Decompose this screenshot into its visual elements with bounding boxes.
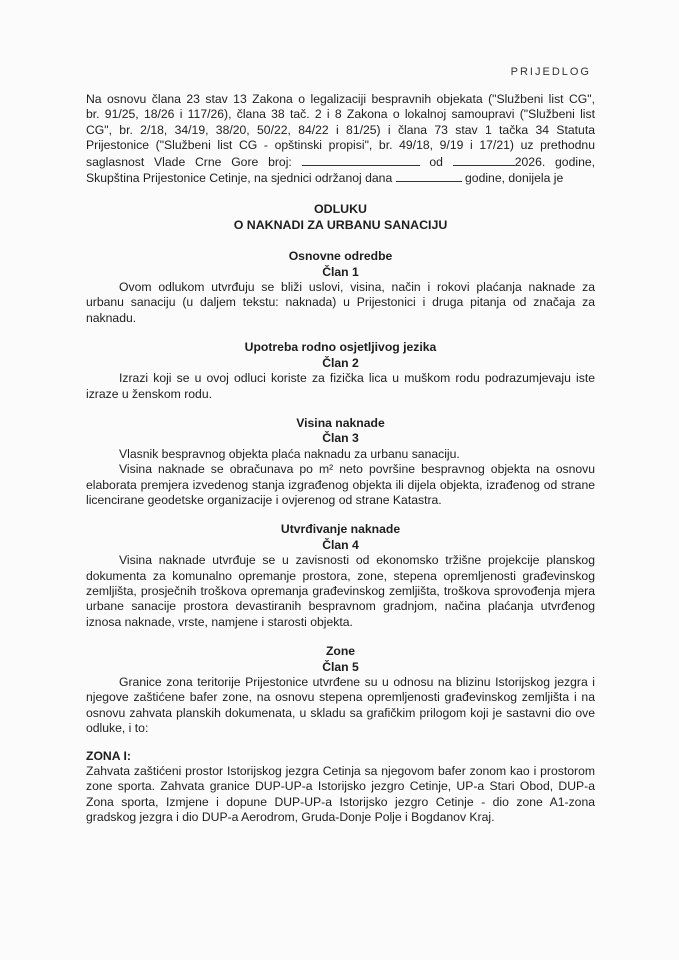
- article-paragraph: Izrazi koji se u ovoj odluci koriste za fizička lica u muškom rodu podrazumjevaju iste izraze u ženskom rodu.: [86, 371, 595, 401]
- preamble: [86, 92, 595, 186]
- article-number: Član 2: [322, 355, 359, 370]
- preamble-text: od: [429, 154, 443, 169]
- article-paragraph: Visina naknade utvrđuje se u zavisnosti od ekonomsko tržišne projekcije planskog dokumenta za komunalno opremanje prostora, zone, stepena opremljenosti građevinskog zemljišta, prosječnih troškova opremanja građevinskog zemljišta, troškova sprovođenja mjera urbane sanacije prostora devastiranih bespravnom gradnjom, načina plaćanja utvrđenog iznosa naknade, vrste, namjene i starosti objekta.: [86, 553, 595, 629]
- zone-1-description: Zahvata zaštićeni prostor Istorijskog jezgra Cetinja sa njegovom bafer zonom kao i prostorom zone sporta. Zahvata granice DUP-UP-a Istorijsko jezgro Cetinje, UP-a Stari Obod, DUP-a Zona sporta, Izmjene i dopune DUP-UP-a Istorijsko jezgro Cetinje - dio zone A1-zona gradskog jezgra i dio DUP-a Aerodrom, Gruda-Donje Polje i Bogdanov Kraj.: [86, 764, 595, 825]
- article-paragraph: Ovom odlukom utvrđuju se bliži uslovi, visina, način i rokovi plaćanja naknade za urbanu sanaciju (u daljem tekstu: naknada) u Prijestonici i druga pitanja od značaja za naknadu.: [86, 280, 595, 325]
- preamble-line: [86, 170, 595, 186]
- preamble-text: saglasnost Vlade Crne Gore broj:: [86, 154, 292, 169]
- preamble-text: Skupština Prijestonice Cetinje, na sjednici održanoj dana: [86, 171, 393, 186]
- preamble-line: CG", br. 2/18, 34/19, 38/20, 50/22, 84/22 i 81/25) i člana 73 stav 1 tačka 34 Statuta: [86, 122, 595, 137]
- section-fee-determination: [86, 522, 595, 630]
- article-number: Član 1: [322, 264, 359, 279]
- preamble-text: godine, donijela je: [465, 171, 564, 186]
- preamble-line: Na osnovu člana 23 stav 13 Zakona o legalizaciji bespravnih objekata ("Službeni list CG",: [86, 92, 595, 106]
- section-zones: [86, 644, 595, 736]
- zone-1-heading: ZONA I:: [86, 748, 131, 763]
- section-basic-provisions: [86, 249, 595, 326]
- section-heading: Visina naknade: [296, 415, 385, 430]
- article-paragraph: Granice zona teritorije Prijestonice utvrđene su u odnosu na blizinu Istorijskog jezgra i njegove zaštićene bafer zone, na osnovu stepena opremljenosti građevinskog zemljišta i na osnovu zahvata planskih dokumenata, u skladu sa grafičkim prilogom koji je sastavni dio ove odluke, i to:: [86, 675, 595, 736]
- proposal-stamp: PRIJEDLOG: [510, 66, 591, 78]
- section-heading: Utvrđivanje naknade: [280, 522, 401, 537]
- section-heading: Upotreba rodno osjetljivog jezika: [244, 340, 437, 355]
- preamble-line: [86, 154, 595, 170]
- blank-number-field: [302, 154, 420, 166]
- preamble-line: Prijestonice ("Službeni list CG - opštinski propisi", br. 49/18, 9/19 i 17/21) uz prethodnu: [86, 138, 595, 153]
- preamble-text: 2026. godine,: [514, 154, 596, 169]
- document-title: ODLUKU: [314, 202, 367, 217]
- article-number: Član 3: [322, 431, 359, 446]
- section-gender-language: [86, 340, 595, 402]
- section-fee-amount: [86, 416, 595, 508]
- preamble-line: br. 91/25, 18/26 i 117/26), člana 38 tač. 2 i 8 Zakona o lokalnoj samoupravi ("Službeni list: [86, 107, 595, 122]
- section-heading: Zone: [325, 644, 356, 659]
- article-number: Član 5: [322, 659, 359, 674]
- blank-date-field: [453, 154, 515, 166]
- article-paragraph: Visina naknade se obračunava po m² neto površine bespravnog objekta na osnovu elaborata premjera izvedenog stanja izgrađenog objekta ili dijela objekta, izrađenog od strane licencirane geodetske organizacije i ovjerenog od strane Katastra.: [86, 462, 595, 507]
- document-subtitle: O NAKNADI ZA URBANU SANACIJU: [233, 217, 448, 232]
- blank-session-date-field: [396, 170, 462, 182]
- article-paragraph: Vlasnik bespravnog objekta plaća naknadu za urbanu sanaciju.: [119, 446, 460, 461]
- section-heading: Osnovne odredbe: [288, 249, 393, 264]
- article-number: Član 4: [322, 537, 359, 552]
